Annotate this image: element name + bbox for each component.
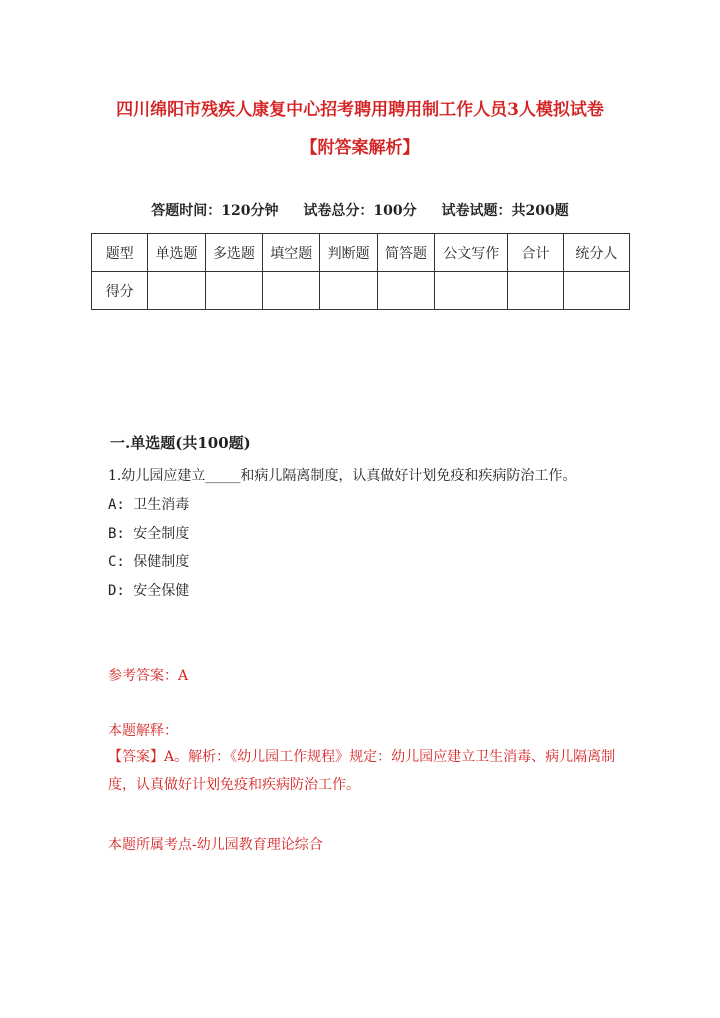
reference-answer: 参考答案：A	[108, 668, 189, 684]
exam-time: 答题时间：120分钟	[151, 203, 279, 219]
score-table-header: 合计	[508, 234, 563, 272]
topic-point: 本题所属考点-幼儿园教育理论综合	[108, 837, 323, 853]
score-table-header: 简答题	[377, 234, 434, 272]
exam-meta	[0, 200, 720, 220]
option-c: C: 保健制度	[108, 554, 190, 570]
question-text: 1.幼儿园应建立_____和病儿隔离制度，认真做好计划免疫和疾病防治工作。	[108, 468, 577, 484]
score-table-header: 判断题	[320, 234, 377, 272]
score-table-header: 公文写作	[435, 234, 508, 272]
score-table-header: 题型	[92, 234, 148, 272]
explanation-label: 本题解释：	[108, 723, 178, 739]
score-cell	[263, 272, 320, 310]
exam-total-score: 试卷总分：100分	[303, 203, 417, 219]
option-d: D: 安全保健	[108, 583, 190, 599]
score-table-header-row	[92, 234, 630, 272]
document-title: 四川绵阳市残疾人康复中心招考聘用聘用制工作人员3人模拟试卷	[116, 100, 604, 120]
score-table-header: 单选题	[148, 234, 205, 272]
section-title: 一.单选题(共100题)	[110, 434, 251, 452]
document-subtitle: 【附答案解析】	[300, 138, 420, 158]
score-table-header: 填空题	[263, 234, 320, 272]
option-b: B: 安全制度	[108, 526, 190, 542]
score-cell	[377, 272, 434, 310]
option-a: A: 卫生消毒	[108, 497, 190, 513]
explanation-text: 【答案】A。解析：《幼儿园工作规程》规定：幼儿园应建立卫生消毒、病儿隔离制度，认真做好计划免疫和疾病防治工作。	[108, 749, 616, 793]
score-table-header: 统分人	[563, 234, 629, 272]
exam-question-count: 试卷试题：共200题	[441, 203, 569, 219]
score-table	[91, 233, 630, 310]
score-cell	[320, 272, 377, 310]
score-table-header: 多选题	[205, 234, 262, 272]
score-table-score-row	[92, 272, 630, 310]
score-cell	[148, 272, 205, 310]
score-cell	[435, 272, 508, 310]
score-cell	[508, 272, 563, 310]
score-cell	[205, 272, 262, 310]
score-row-label: 得分	[92, 272, 148, 310]
score-cell	[563, 272, 629, 310]
